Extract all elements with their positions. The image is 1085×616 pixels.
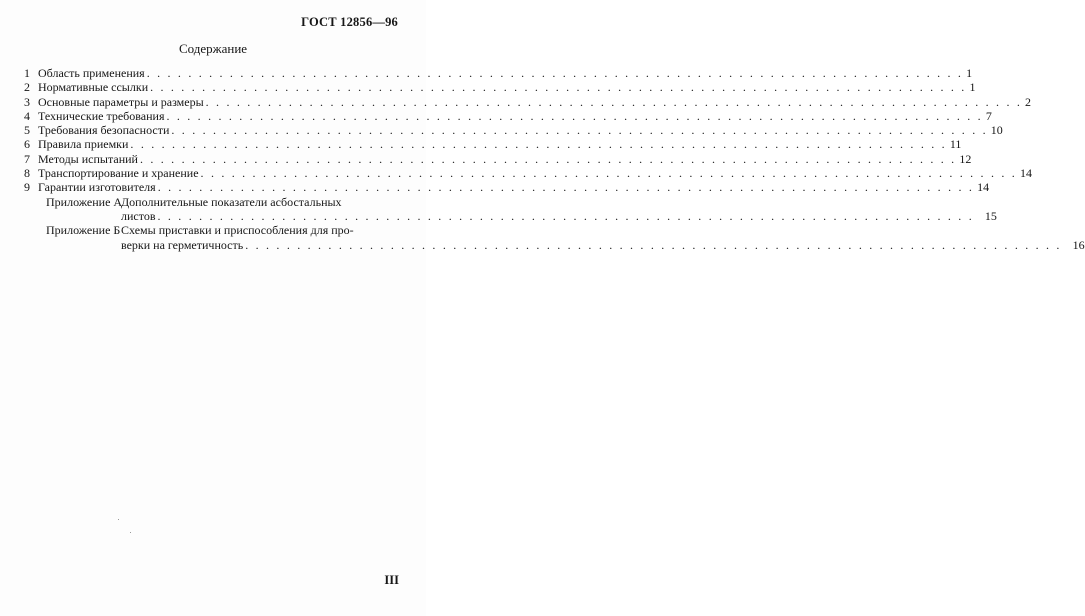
toc-entry-page: 1 [966,66,973,80]
toc-entry [24,94,1032,109]
toc-entry-page: 1 [969,80,976,95]
appendix-title-line: Схемы приставки и приспособления для про- [121,223,354,238]
toc-entry-number: 1 [24,66,30,80]
leader-dots [166,109,982,123]
toc-entry-label: Гарантии изготовителя [38,180,156,195]
appendix-title-line: Дополнительные показатели асбостальных [121,194,342,209]
toc-entry-number: 5 [24,123,30,138]
toc-entry-label: Нормативные ссылки [38,80,149,95]
appendix-page: 15 [984,208,997,223]
toc-appendix-entry [24,223,1085,252]
toc-entry-number: 7 [24,151,30,166]
leader-dots [158,180,974,194]
toc-entry-number: 6 [24,137,30,152]
toc-entry-page: 2 [1025,94,1032,109]
appendix-title-line: верки на герметичность [121,237,244,252]
leader-dots [171,123,987,137]
toc-entry-page: 14 [1019,166,1032,181]
toc-entry [24,137,962,152]
toc-entry-page: 11 [949,137,962,152]
toc-appendix-entry [24,194,997,224]
appendix-label: Приложение А [46,194,123,209]
leader-dots [147,66,963,80]
scan-speck [118,519,119,520]
leader-dots [201,166,1017,180]
toc-entry [24,166,1032,181]
leader-dots [130,137,946,151]
leader-dots [158,209,974,223]
page-number-footer: III [384,573,399,587]
toc-entry [24,80,976,95]
toc-entry-page: 10 [990,123,1003,138]
toc-entry [24,66,973,80]
leader-dots [150,80,966,94]
toc-entry-label: Требования безопасности [38,123,170,138]
toc-entry [24,151,972,166]
leader-dots [140,152,956,166]
standard-code-header: ГОСТ 12856—96 [301,15,398,29]
leader-dots [206,95,1022,109]
toc-entry-page: 7 [985,108,992,123]
table-of-contents [24,66,1085,252]
toc-title: Содержание [178,41,248,56]
appendix-label: Приложение Б [46,223,121,238]
toc-entry-number: 3 [24,94,30,109]
toc-entry-number: 9 [24,180,30,195]
toc-entry-page: 14 [977,180,990,195]
appendix-page: 16 [1072,237,1085,252]
toc-entry-page: 12 [959,151,972,166]
toc-entry [24,180,990,195]
toc-entry-label: Технические требования [38,108,165,123]
scan-speck [130,532,131,533]
toc-entry-label: Правила приемки [38,137,129,152]
toc-entry [24,108,992,123]
appendix-title-line: листов [121,208,156,223]
toc-entry-label: Транспортирование и хранение [38,166,199,181]
toc-entry-label: Методы испытаний [38,151,138,166]
toc-entry-number: 8 [24,166,30,181]
toc-entry-label: Основные параметры и размеры [38,94,204,109]
toc-entry-number: 4 [24,108,30,123]
toc-entry-number: 2 [24,80,30,95]
toc-entry-label: Область применения [38,66,145,80]
leader-dots [245,238,1061,252]
toc-entry [24,123,1003,138]
